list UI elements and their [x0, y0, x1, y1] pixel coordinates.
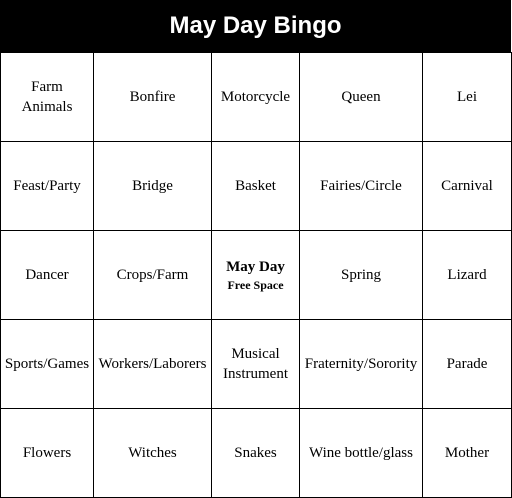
cell-label: Lizard [447, 267, 487, 283]
cell-label: Crops/Farm [116, 267, 189, 283]
grid-row-5 [1, 409, 512, 498]
bingo-cell[interactable] [300, 231, 423, 320]
bingo-cell[interactable] [300, 53, 423, 142]
cell-label: Dancer [25, 267, 69, 283]
bingo-cell[interactable] [1, 53, 94, 142]
cell-label: Fairies/Circle [320, 178, 402, 194]
bingo-cell[interactable] [1, 142, 94, 231]
cell-label: Basket [235, 178, 276, 194]
bingo-cell[interactable] [423, 320, 512, 409]
cell-label: Farm Animals [21, 79, 73, 115]
bingo-cell[interactable] [94, 142, 212, 231]
cell-label: Spring [340, 267, 381, 283]
cell-label: Mother [444, 445, 490, 461]
bingo-cell[interactable] [1, 231, 94, 320]
cell-label: Witches [128, 445, 177, 461]
cell-label: Carnival [441, 178, 493, 194]
bingo-cell[interactable] [423, 142, 512, 231]
bingo-cell[interactable] [1, 409, 94, 498]
bingo-cell[interactable] [300, 142, 423, 231]
cell-label: Feast/Party [13, 178, 81, 194]
bingo-cell[interactable] [94, 320, 212, 409]
cell-label: Lei [457, 89, 477, 105]
bingo-cell[interactable] [212, 409, 300, 498]
bingo-cell[interactable] [423, 231, 512, 320]
cell-label: Flowers [22, 445, 72, 461]
cell-label: Bonfire [129, 89, 176, 105]
bingo-cell[interactable] [300, 409, 423, 498]
bingo-grid [0, 52, 512, 498]
bingo-cell[interactable] [94, 231, 212, 320]
bingo-cell[interactable] [300, 320, 423, 409]
cell-label: Parade [446, 356, 488, 372]
cell-label: Musical Instrument [223, 346, 288, 382]
bingo-cell[interactable] [212, 53, 300, 142]
cell-label: Sports/Games [4, 356, 90, 372]
cell-label: Fraternity/Sorority [304, 356, 418, 372]
grid-row-4 [1, 320, 512, 409]
bingo-cell[interactable] [212, 142, 300, 231]
cell-label: Workers/Laborers [98, 356, 207, 372]
grid-row-2 [1, 142, 512, 231]
bingo-cell[interactable] [423, 409, 512, 498]
grid-row-3 [1, 231, 512, 320]
grid-row-1 [1, 53, 512, 142]
free-space-cell[interactable] [212, 231, 300, 320]
board-title: May Day Bingo [0, 0, 511, 52]
bingo-cell[interactable] [94, 53, 212, 142]
bingo-cell[interactable] [423, 53, 512, 142]
bingo-cell[interactable] [212, 320, 300, 409]
free-space-label: Free Space [227, 278, 284, 292]
cell-label: Queen [341, 89, 381, 105]
bingo-cell[interactable] [1, 320, 94, 409]
cell-label: Wine bottle/glass [309, 445, 413, 461]
bingo-cell[interactable] [94, 409, 212, 498]
cell-label: Motorcycle [220, 89, 291, 105]
cell-label: Snakes [234, 445, 277, 461]
free-space-title: May Day [226, 259, 285, 275]
cell-label: Bridge [132, 178, 173, 194]
